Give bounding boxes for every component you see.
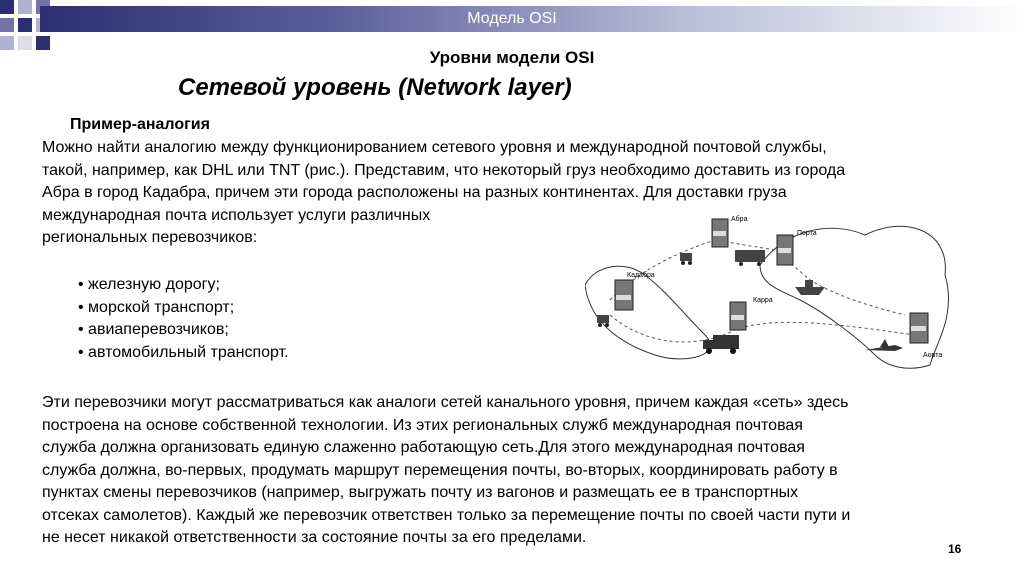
paragraph-line: такой, например, как DHL или TNT (рис.). Представим, что некоторый груз необходимо доставить из города [42, 161, 846, 179]
city-label-porta: Порта [797, 230, 817, 237]
route-line [610, 315, 915, 342]
building-icon [730, 302, 746, 330]
paragraph-line: отсеках самолетов). Каждый же перевозчик ответствен только за перемещение почты по своей части пути и [42, 506, 851, 524]
city-label-abra: Абра [731, 216, 748, 223]
city-label-aorta: Аорта [923, 352, 943, 359]
example-title: Пример-аналогия [70, 116, 210, 133]
building-icon [777, 235, 793, 265]
list-item: • морской транспорт; [78, 298, 235, 316]
building-icon [910, 313, 928, 343]
continent-outline [585, 266, 710, 359]
city-label-kadabra: Кадабра [627, 272, 655, 279]
airplane-icon [865, 339, 903, 351]
bullet-list [78, 274, 289, 364]
paragraph-line: служба должна, во-первых, продумать маршрут перемещения почты, во-вторых, координировать работу в [42, 461, 838, 479]
paragraph-line: региональных перевозчиков: [42, 229, 258, 246]
list-item: • авиаперевозчиков; [78, 321, 229, 338]
city-label-karra: Карра [753, 297, 773, 304]
paragraph-line: построена на основе собственной технологии. Из этих региональных служб международная почтовая [42, 416, 803, 434]
slide-heading: Уровни модели OSI [429, 48, 595, 67]
paragraph-explanation [42, 392, 1022, 550]
paragraph-line: Абра в город Кадабра, причем эти города расположены на разных континентах. Для доставки груза [42, 184, 787, 201]
header-title: Модель OSI [467, 10, 557, 27]
building-icon [712, 219, 728, 247]
ship-icon [795, 280, 825, 295]
postal-network-illustration [585, 205, 960, 375]
paragraph-line: Эти перевозчики могут рассматриваться как аналоги сетей канального уровня, причем каждая «сеть» здесь [42, 394, 849, 411]
list-item: • автомобильный транспорт. [78, 343, 289, 361]
courier-icon [680, 253, 692, 265]
building-icon [615, 280, 633, 310]
paragraph-line: служба должна организовать единую слаженно работающую сеть.Для этого международная почтовая [42, 439, 805, 456]
courier-icon [597, 315, 609, 327]
paragraph-line: пунктах смены перевозчиков (например, выгружать почту из вагонов и размещать ее в транспортных [42, 484, 799, 501]
page-number: 16 [948, 542, 962, 556]
train-icon [735, 250, 765, 266]
paragraph-line: Можно найти аналогию между функционированием сетевого уровня и международной почтовой службы, [42, 139, 827, 156]
truck-icon [703, 335, 739, 354]
paragraph-line: не несет никакой ответственности за состояние почты за его пределами. [42, 529, 587, 546]
paragraph-line: международная почта использует услуги различных [42, 206, 431, 224]
slide-subheading: Сетевой уровень (Network layer) [178, 74, 572, 101]
list-item: • железную дорогу; [78, 276, 220, 293]
